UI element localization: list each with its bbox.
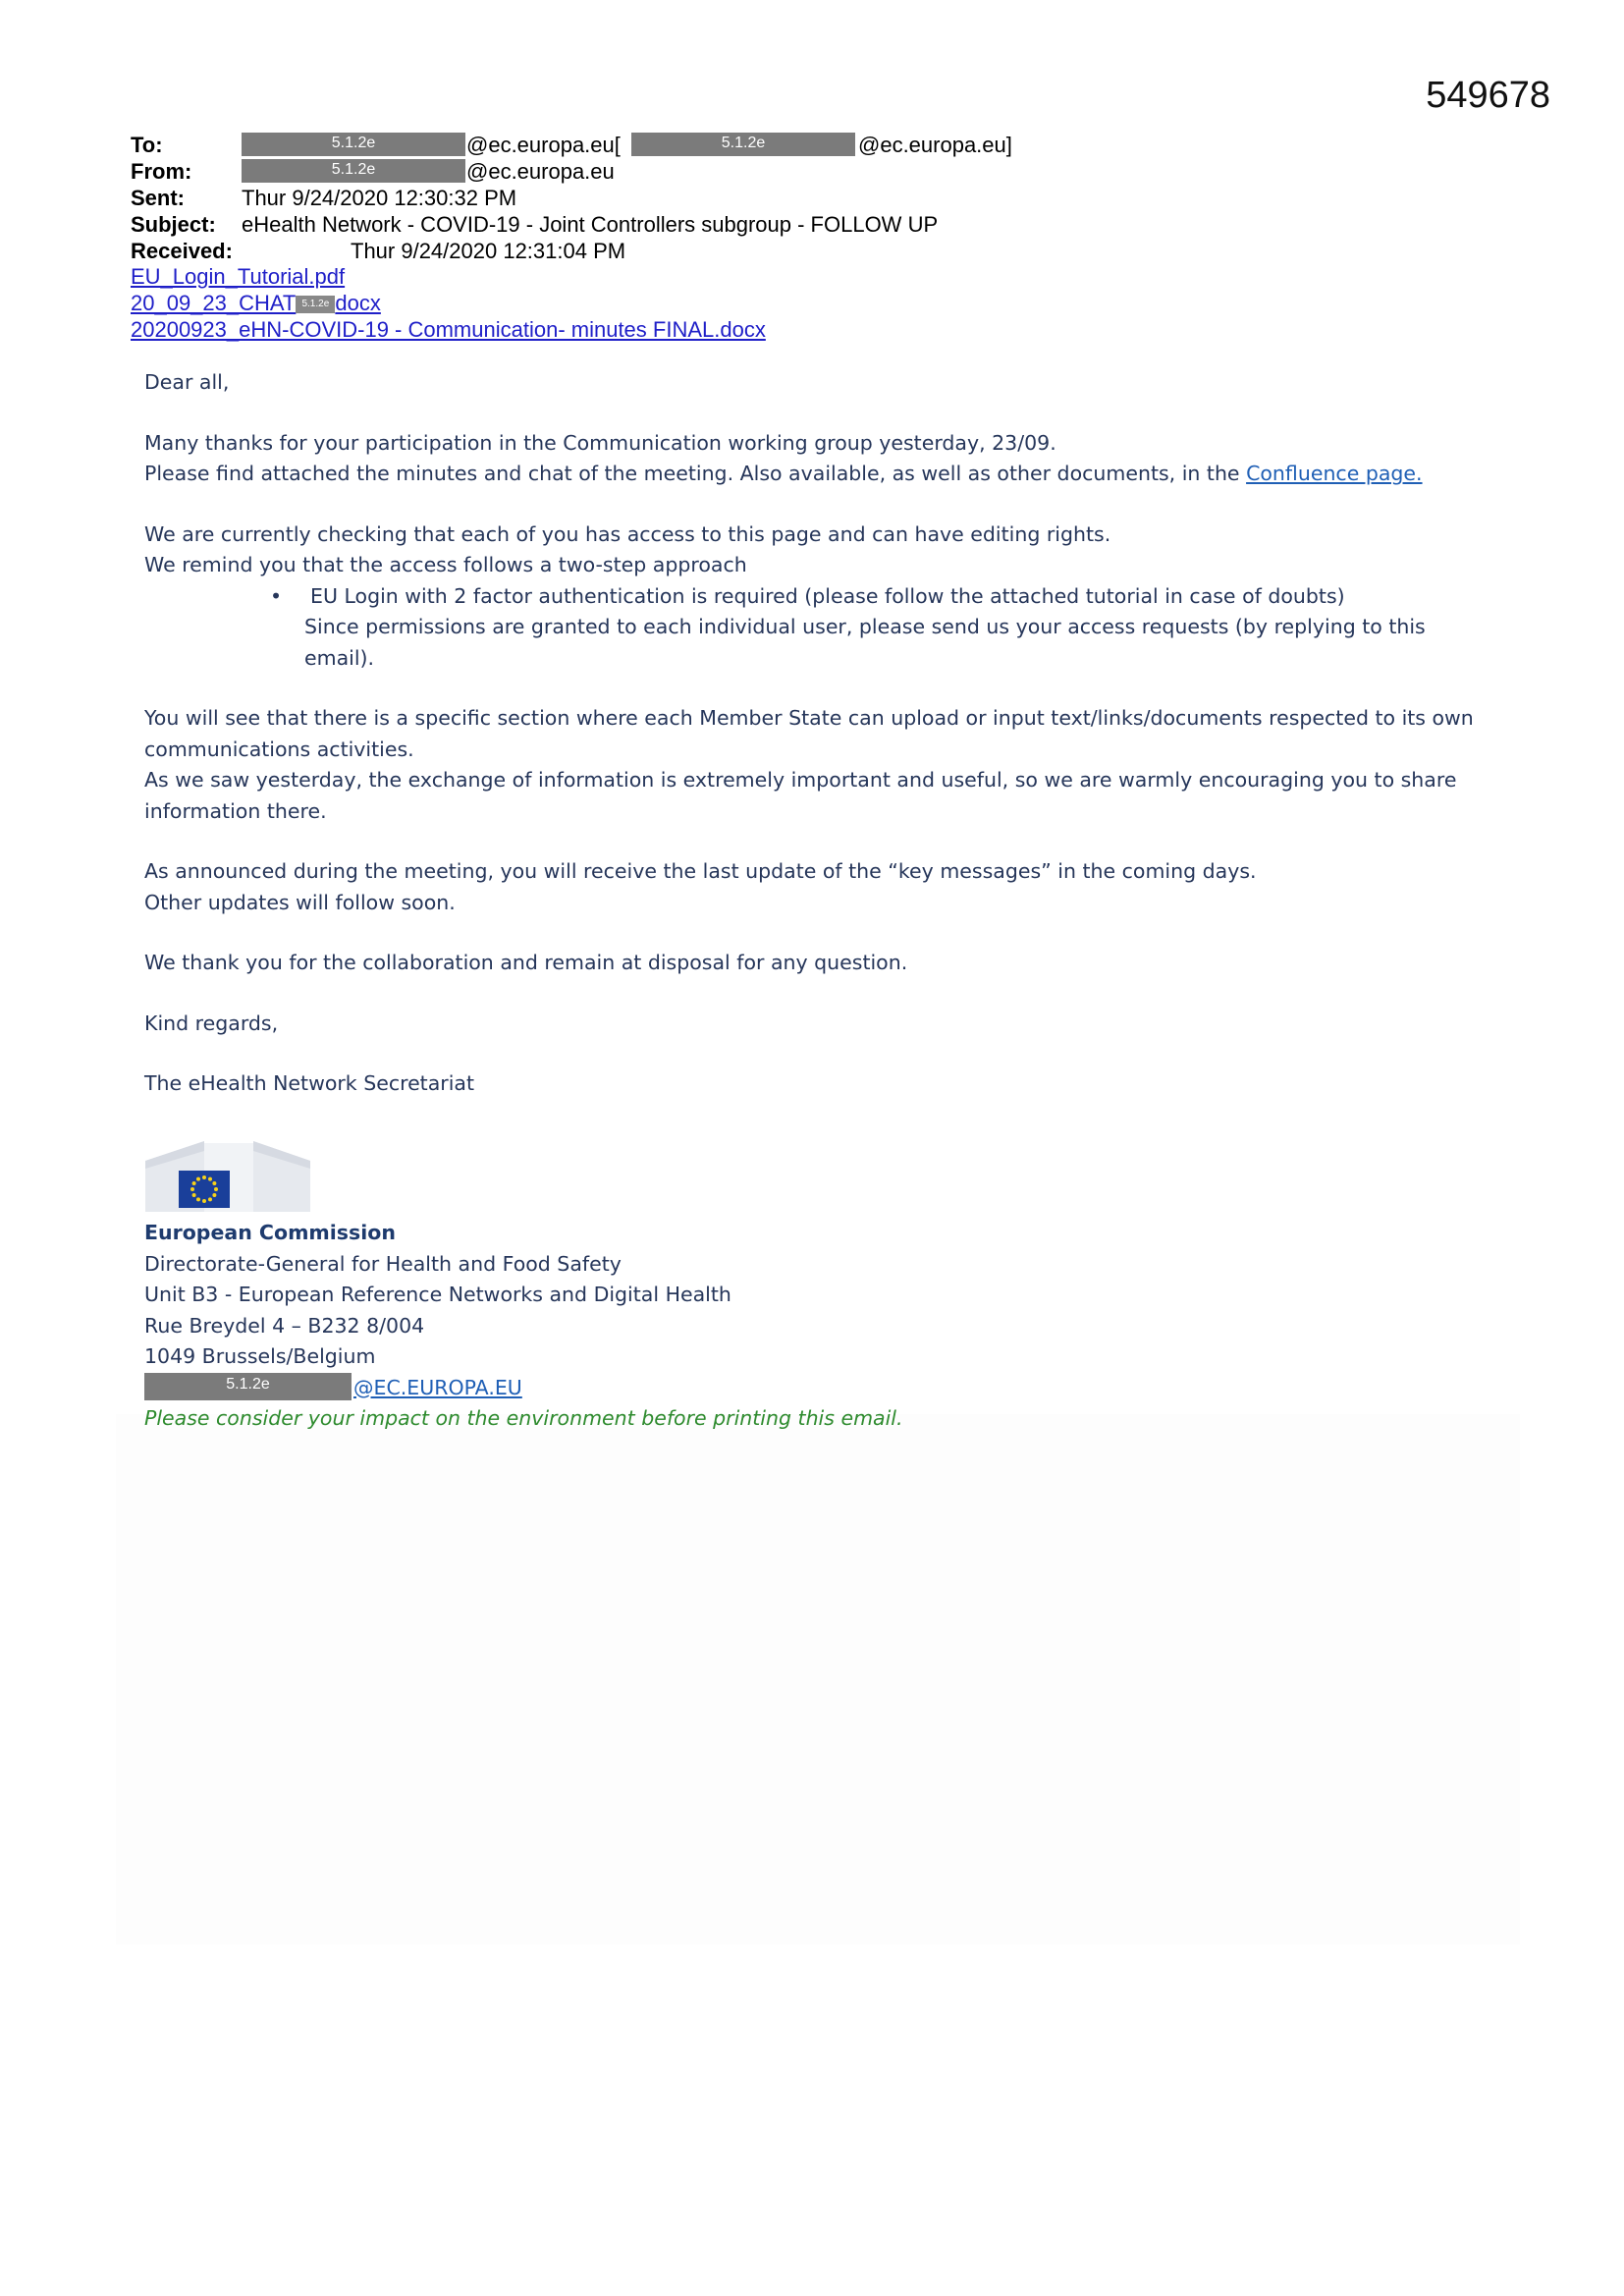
to-domain-2: @ec.europa.eu] [858,133,1012,157]
eco-note: Please consider your impact on the environment before printing this email. [144,1406,903,1430]
body-text [144,459,1499,490]
signature-street: Rue Breydel 4 – B232 8/004 [144,1313,425,1338]
bullet-text: EU Login with 2 factor authentication is required (please follow the attached tutorial in case of doubts) [310,583,1345,608]
sent-row [131,185,517,211]
signature-email-link[interactable]: @EC.EUROPA.EU [353,1375,522,1399]
redaction-box: 5.1.2e [242,159,465,183]
from-row [131,158,615,185]
attachment-chat-prefix: 20_09_23_CHAT [131,291,297,315]
signature-block [144,1218,903,1435]
subject-row [131,211,939,238]
signature-dg: Directorate-General for Health and Food Safety [144,1251,622,1276]
body-text: We remind you that the access follows a two-step approach [144,553,747,576]
body-text: We thank you for the collaboration and remain at disposal for any question. [144,951,908,974]
european-commission-logo [145,1133,310,1212]
sender-name: The eHealth Network Secretariat [144,1071,475,1095]
attachment-link-chat[interactable] [131,291,381,315]
bullet-item [144,581,1499,613]
sent-value: Thur 9/24/2020 12:30:32 PM [242,186,517,210]
subject-label: Subject: [131,212,216,237]
attachment-link-tutorial[interactable]: EU_Login_Tutorial.pdf [131,264,346,289]
bullet-dot: • [270,583,283,608]
body-text: As we saw yesterday, the exchange of information is extremely important and useful, so we are warmly encouraging you to share information there. [144,768,1457,823]
sent-label: Sent: [131,186,185,210]
to-domain-1: @ec.europa.eu[ [466,133,621,157]
greeting: Dear all, [144,370,230,394]
confluence-link[interactable]: Confluence page. [1246,462,1423,485]
body-text: We are currently checking that each of you has access to this page and can have editing rights. [144,521,1111,546]
bullet-continuation: Since permissions are granted to each individual user, please send us your access requests (by replying to this email). [304,615,1426,670]
received-label: Received: [131,239,233,263]
document-number: 549678 [1426,75,1550,116]
subject-value: eHealth Network - COVID-19 - Joint Controllers subgroup - FOLLOW UP [242,212,939,237]
redaction-box: 5.1.2e [144,1373,352,1400]
closing: Kind regards, [144,1011,279,1035]
page-background-panel [116,1414,1520,1944]
email-body [144,367,1499,1100]
body-text: As announced during the meeting, you will receive the last update of the “key messages” in the coming days. [144,859,1257,883]
attachment-link-minutes[interactable]: 20200923_eHN-COVID-19 - Communication- minutes FINAL.docx [131,317,766,342]
attachment-chat-suffix: docx [335,291,381,315]
email-header [131,132,1012,264]
redaction-box: 5.1.2e [242,133,465,156]
to-label: To: [131,133,163,157]
from-domain: @ec.europa.eu [466,159,615,184]
redaction-box: 5.1.2e [631,133,855,156]
received-value: Thur 9/24/2020 12:31:04 PM [351,239,626,263]
from-label: From: [131,159,192,184]
signature-unit: Unit B3 - European Reference Networks and Digital Health [144,1283,731,1306]
attachments-list [131,263,766,343]
signature-org: European Commission [144,1221,396,1244]
redaction-box: 5.1.2e [296,296,335,313]
body-text: Many thanks for your participation in the Communication working group yesterday, 23/09. [144,430,1056,455]
body-text: You will see that there is a specific section where each Member State can upload or input text/links/documents respected to its own communications activities. [144,706,1474,761]
body-text-span: Please find attached the minutes and chat of the meeting. Also available, as well as other documents, in the [144,462,1247,485]
to-row [131,132,1012,158]
signature-city: 1049 Brussels/Belgium [144,1344,376,1368]
signature-email-row [144,1373,903,1404]
received-row [131,238,626,264]
body-text: Other updates will follow soon. [144,890,456,914]
